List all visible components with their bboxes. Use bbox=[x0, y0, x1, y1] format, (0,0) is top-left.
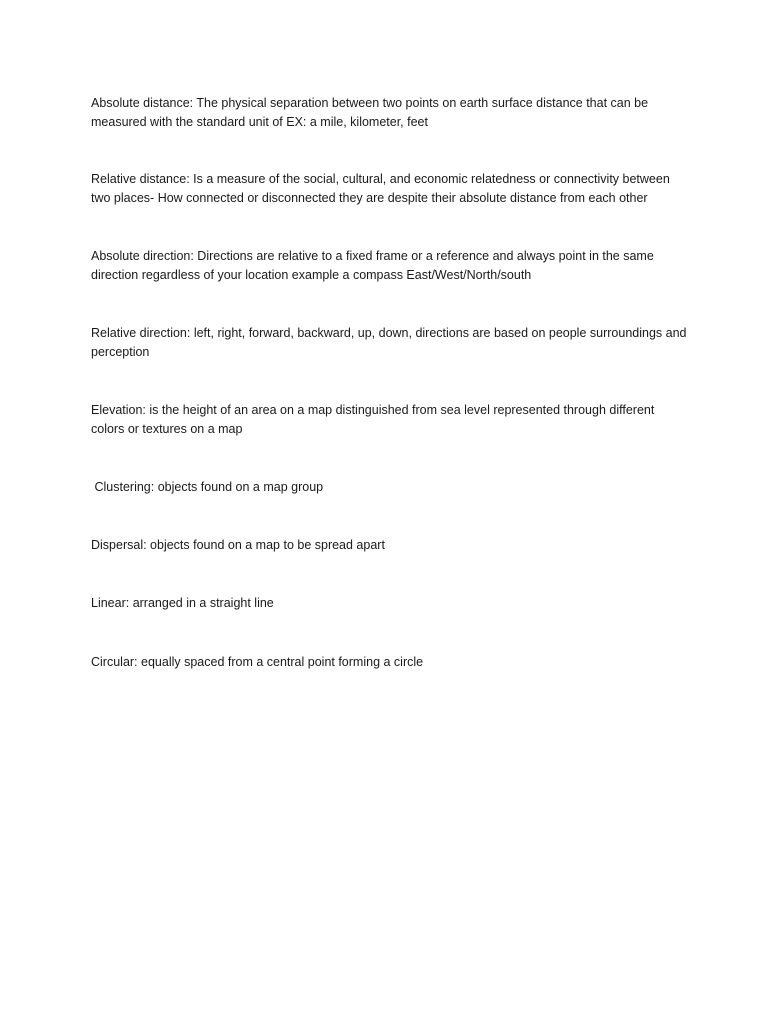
paragraph-absolute-distance: Absolute distance: The physical separation between two points on earth surface distance that can be measured with the standard unit of EX: a mile, kilometer, feet bbox=[91, 96, 649, 129]
paragraph-absolute-direction: Absolute direction: Directions are relative to a fixed frame or a reference and always point in the same direction regardless of your location example a compass East/West/North/south bbox=[91, 249, 654, 282]
paragraph-elevation: Elevation: is the height of an area on a map distinguished from sea level represented through different colors or textures on a map bbox=[91, 403, 655, 436]
paragraph-circular: Circular: equally spaced from a central point forming a circle bbox=[91, 655, 424, 669]
paragraph-dispersal: Dispersal: objects found on a map to be spread apart bbox=[91, 538, 385, 552]
paragraph-relative-direction: Relative direction: left, right, forward, backward, up, down, directions are based on people surroundings and perception bbox=[91, 326, 687, 359]
paragraph-linear: Linear: arranged in a straight line bbox=[91, 596, 274, 610]
paragraph-relative-distance: Relative distance: Is a measure of the social, cultural, and economic relatedness or connectivity between two places- How connected or disconnected they are despite their absolute distance from each other bbox=[91, 172, 670, 205]
paragraph-clustering: Clustering: objects found on a map group bbox=[91, 480, 324, 494]
